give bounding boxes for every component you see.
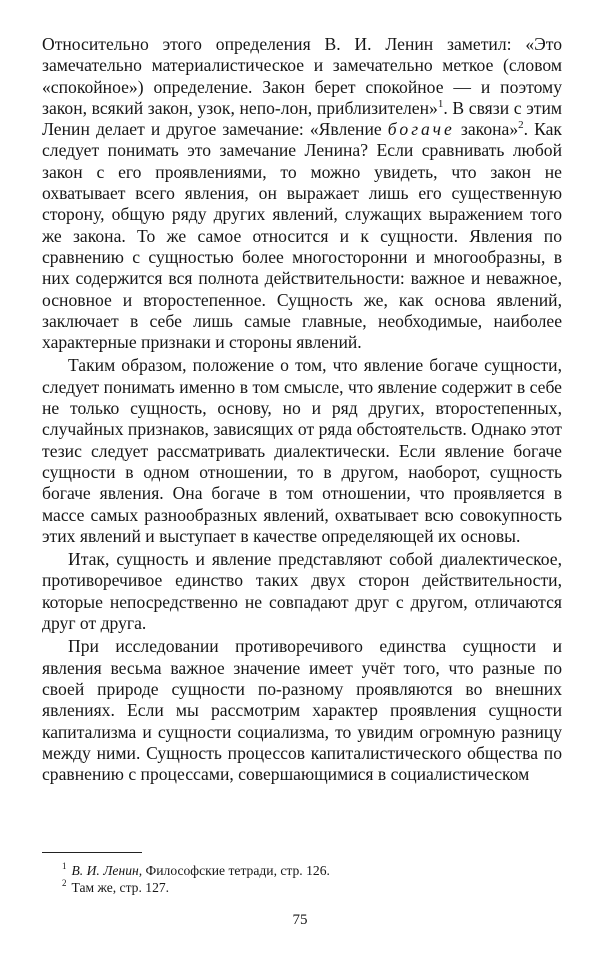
page-body: [42, 34, 562, 785]
footnote-1: [62, 862, 542, 879]
footnote-1-number: 1: [62, 861, 67, 872]
footnote-1-author: В. И. Ленин,: [71, 863, 143, 878]
footnote-2-number: 2: [62, 878, 67, 889]
footnotes: [62, 862, 542, 896]
footnote-ref-2[interactable]: 2: [518, 119, 524, 132]
footnote-ref-1[interactable]: 1: [437, 98, 444, 111]
emphasized-word: богаче: [387, 119, 455, 140]
paragraph-1-text-c: закона»: [460, 119, 519, 140]
footnote-2-text: Там же, стр. 127.: [71, 880, 170, 895]
footnote-2: [62, 879, 542, 896]
paragraph-1-text-d: . Как следует понимать это замечание Ленина? Если сравнивать любой закон с его проявлениями, то можно увидеть, что закон не охватывает всего явления, он выражает лишь его существенную сторону, общую ряду других явлений, служащих выражением того же закона. То же самое относится и к сущности. Явления по сравнению с сущностью более многосторонни и многообразны, в них содержится вся полнота действительности: важное и неважное, основное и второстепенное. Сущность же, как основа явлений, заключает в себе лишь самые главные, необходимые, наиболее характерные признаки и стороны явлений.: [42, 119, 562, 353]
page-number: 75: [292, 912, 308, 928]
paragraph-3: Итак, сущность и явление представляют собой диалектическое, противоречивое единство таких двух сторон действительности, которые непосредственно не совпадают друг с другом, отличаются друг от друга.: [42, 549, 562, 634]
paragraph-4: При исследовании противоречивого единства сущности и явления весьма важное значение имеет учёт того, что разные по своей природе сущности по-разному проявляются во внешних явлениях. Если мы рассмотрим характер проявления сущности капитализма и сущности социализма, то увидим огромную разницу между ними. Сущность процессов капиталистического общества по сравнению с процессами, совершающимися в социалистическом: [42, 636, 562, 785]
footnote-divider: [42, 852, 142, 853]
paragraph-1-text-a: Относительно этого определения В. И. Ленин заметил: «Это замечательно материалистическое и замечательно меткое (словом «спокойное») определение. Закон берет спокойное — и поэтому закон, всякий закон, узок, непо-лон, приблизителен»: [42, 34, 562, 118]
paragraph-1-text-b: . В связи с этим Ленин делает и другое замечание: «Явление: [42, 97, 562, 140]
paragraph-2: Таким образом, положение о том, что явление богаче сущности, следует понимать именно в том смысле, что явление содержит в себе не только сущность, основу, но и ряд других, второстепенных, случайных признаков, зависящих от ряда обстоятельств. Однако этот тезис следует рассматривать диалектически. Если явление богаче сущности в одном отношении, то в другом, наоборот, сущность богаче явления. Она богаче в том отношении, что проявляется в массе самых разнообразных явлений, охватывает всю совокупность этих явлений и выступает в качестве определяющей их основы.: [42, 355, 562, 546]
paragraph-1: [42, 34, 562, 353]
footnote-1-text: Философские тетради, стр. 126.: [145, 863, 330, 878]
